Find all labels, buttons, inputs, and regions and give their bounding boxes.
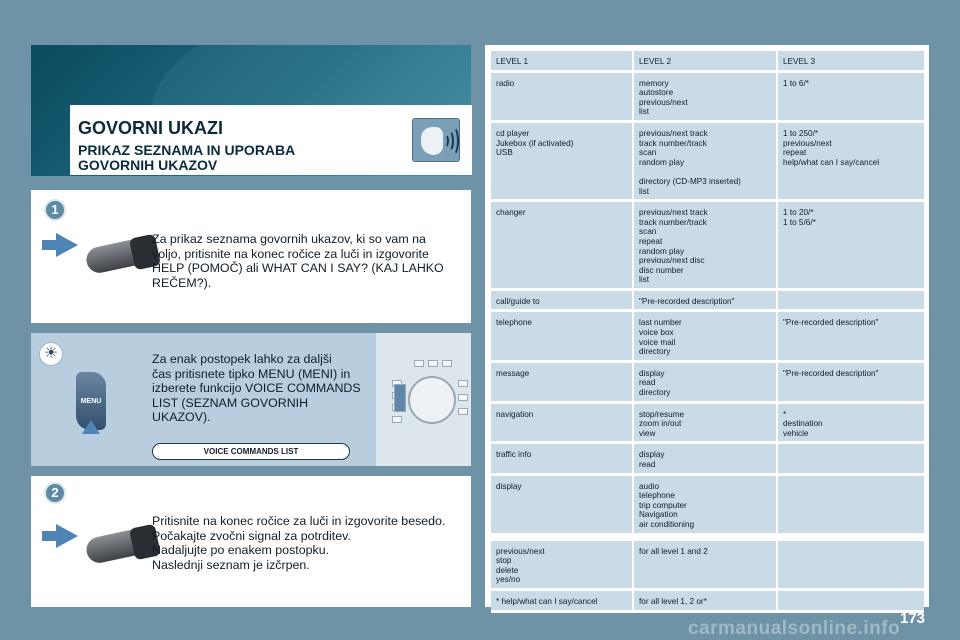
cell-text: delete [496,565,519,575]
cell-text: view [639,428,656,438]
cell-text: scan [639,227,657,237]
console-key [442,360,452,367]
table-cell [491,404,634,445]
cell-text: audio [639,481,660,491]
cell-text: vehicle [783,428,809,438]
tip-line: čas pritisnete tipko MENU (MENI) in [152,366,351,381]
step-2-line: Nadaljujte po enakem postopku. [152,543,330,558]
cell-text: scan [639,148,657,158]
cell-text: USB [496,148,513,158]
cell-text: "Pre-recorded description" [639,296,735,306]
control-dial [408,376,456,424]
table-cell [491,444,634,475]
tip-line: LIST (SEZNAM GOVORNIH [152,395,309,410]
steering-stalk-icon [62,518,157,573]
table-cell [491,202,634,291]
cell-text: read [639,460,656,469]
header-level-3: LEVEL 3 [778,51,924,73]
table-row [491,123,924,202]
table-cell [634,404,778,445]
cell-text: directory [639,347,671,357]
step-1-line: voljo, pritisnite na konec ročice za luči in izgovorite [152,246,429,261]
cell-text: previous/next track [639,128,708,138]
table-row [491,541,924,591]
step-1-line: Za prikaz seznama govornih ukazov, ki so vam na [152,232,426,246]
table-cell [634,541,778,591]
console-key [428,360,438,367]
table-cell [634,591,778,613]
cell-text: 1 to 6/* [783,78,809,88]
cell-text: directory [639,388,671,398]
cell-text: "Pre-recorded description" [783,368,879,378]
step-1-text [152,232,462,290]
cell-text: navigation [496,409,534,419]
sound-wave-large [447,126,459,156]
tip-text [152,352,372,425]
menu-button-icon: MENU [76,372,106,430]
cell-text: message [496,368,530,378]
cell-text: display [639,368,665,378]
cell-text: zoom in/out [639,419,682,429]
cell-text: air conditioning [639,519,695,529]
sun-icon: ☀ [39,342,63,366]
subtitle-line-1: PRIKAZ SEZNAMA IN UPORABA [78,142,296,158]
cell-text: previous/next track [639,208,708,218]
table-cell [491,123,634,202]
step-2-line: Pritisnite na konec ročice za luči in izgovorite besedo. [152,514,446,528]
step-2-text [152,514,467,572]
cell-text: previous/next disc [639,256,705,266]
table-row [491,363,924,404]
table-row [491,202,924,291]
cell-text: help/what can I say/cancel [783,157,880,167]
watermark: carmanualsonline.info [688,618,901,639]
table-cell [491,591,634,613]
step-1-badge: 1 [44,199,66,221]
table-row [491,312,924,362]
page-subtitle [78,143,378,173]
highlighted-key [394,384,406,412]
step-2-badge: 2 [44,482,66,504]
cell-text: disc number [639,265,684,275]
cell-text: telephone [639,491,675,501]
arrow-tail [42,531,56,541]
tip-line: Za enak postopek lahko za daljši [152,352,332,366]
table-cell [778,476,924,541]
cell-text: track number/track [639,138,707,148]
cell-text: for all level 1, 2 or* [639,596,707,606]
step-2-line: Naslednji seznam je izčrpen. [152,557,310,572]
cell-text: previous/next [783,138,832,148]
table-body [491,73,924,613]
cell-text: last number [639,318,682,328]
table-cell [491,541,634,591]
cell-text: Jukebox (if activated) [496,138,574,148]
cell-text: voice box [639,328,674,338]
cell-text: Navigation [639,510,678,520]
voice-commands-list-button: VOICE COMMANDS LIST [152,443,350,460]
cell-text: traffic info [496,450,532,460]
cell-text: cd player [496,128,530,138]
cell-text: display [639,450,665,460]
cell-text: read [639,378,656,388]
step-1-line: REČEM?). [152,275,212,290]
voice-commands-table [491,51,924,613]
table-cell [778,541,924,591]
cell-text: trip computer [639,500,687,510]
cell-text: voice mail [639,337,676,347]
table-header-row [491,51,924,73]
cell-text: track number/track [639,217,707,227]
table-row [491,591,924,613]
table-cell [634,73,778,123]
table-cell [634,291,778,313]
cell-text: yes/no [496,575,521,585]
cell-text: * help/what can I say/cancel [496,596,598,606]
table-row [491,291,924,313]
table-cell [491,363,634,404]
cell-text: destination [783,419,823,429]
cell-text: list [639,275,650,285]
table-row [491,444,924,475]
console-key [392,416,402,423]
cell-text: call/guide to [496,296,540,306]
cell-text: changer [496,208,526,218]
header-level-1: LEVEL 1 [491,51,634,73]
console-key [458,380,468,387]
arrow-tail [42,240,56,250]
cell-text: directory (CD-MP3 inserted) [639,176,741,186]
table-cell [634,123,778,202]
cell-text: previous/next [496,546,545,556]
table-cell [778,363,924,404]
table-cell [778,123,924,202]
cell-text: stop [496,556,512,566]
cell-text: radio [496,78,515,88]
cell-text: 1 to 20/* [783,208,814,218]
cell-text: random play [639,157,685,167]
table-cell [491,291,634,313]
voice-command-icon [412,118,460,162]
table-cell [778,73,924,123]
table-cell [491,73,634,123]
table-row [491,73,924,123]
table-cell [634,202,778,291]
table-cell [778,444,924,475]
table-cell [491,312,634,362]
subtitle-line-2: GOVORNIH UKAZOV [78,157,218,173]
cell-text: display [496,481,522,491]
cell-text: repeat [783,148,807,158]
console-key [414,360,424,367]
head-silhouette [421,127,443,155]
table-cell [634,476,778,541]
cell-text: telephone [496,318,532,328]
table-cell [778,312,924,362]
cell-text: * [783,409,787,419]
cell-text: autostore [639,88,674,98]
cell-text: for all level 1 and 2 [639,546,708,556]
cell-text: "Pre-recorded description" [783,318,879,328]
table-cell [634,363,778,404]
steering-stalk-icon [62,228,157,283]
table-row [491,476,924,541]
table-cell [778,202,924,291]
table-cell [778,404,924,445]
cell-text: repeat [639,236,663,246]
console-key [458,394,468,401]
cell-text: memory [639,78,669,88]
step-1-line: HELP (POMOČ) ali WHAT CAN I SAY? (KAJ LAHKO [152,261,444,276]
cell-text: 1 to 5/6/* [783,217,816,227]
console-key [458,408,468,415]
table-cell [491,476,634,541]
header-level-2: LEVEL 2 [634,51,778,73]
table-cell [634,312,778,362]
cell-text: stop/resume [639,409,685,419]
table-cell [634,444,778,475]
tip-line: UKAZOV). [152,410,211,425]
cell-text: list [639,107,650,117]
table-row [491,404,924,445]
tip-line: izberete funkcijo VOICE COMMANDS [152,381,361,396]
up-arrow-icon [82,420,100,434]
cell-text: random play [639,246,685,256]
cell-text: previous/next [639,97,688,107]
page-number: 173 [900,610,926,627]
cell-text [639,167,771,177]
table-cell [778,291,924,313]
page-title: GOVORNI UKAZI [78,118,224,138]
cell-text: list [639,186,650,196]
control-console-icon [380,350,468,450]
step-2-line: Počakajte zvočni signal za potrditev. [152,528,351,543]
cell-text: 1 to 250/* [783,128,819,138]
